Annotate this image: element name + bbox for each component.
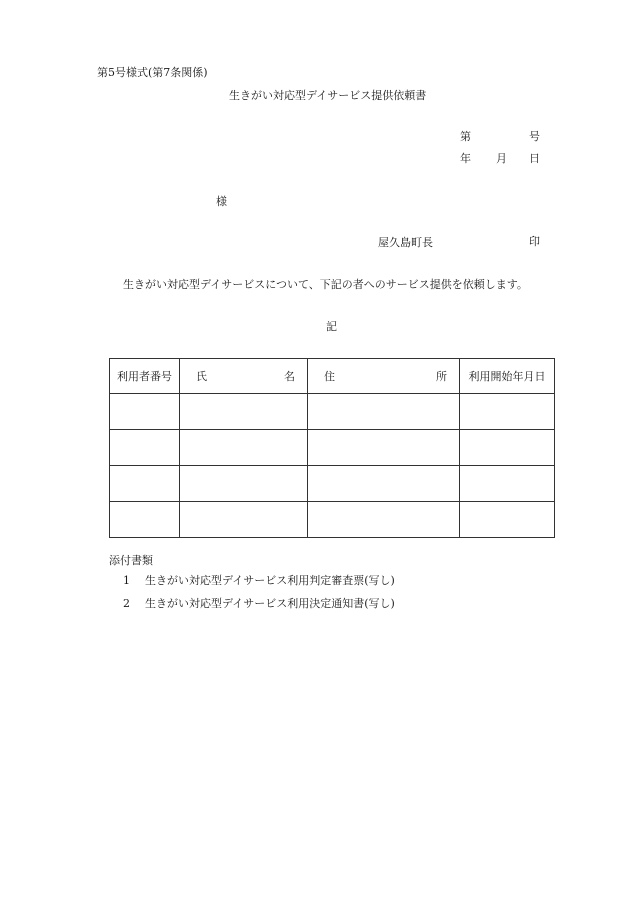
date-day-label: 日 [529, 152, 540, 165]
attachment-item [123, 575, 395, 586]
attachment-text: 生きがい対応型デイサービス利用判定審査票(写し) [145, 574, 395, 587]
recipients-table [109, 358, 555, 538]
cell-address[interactable] [308, 466, 460, 502]
document-title: 生きがい対応型デイサービス提供依頼書 [229, 89, 427, 102]
header-address [308, 359, 460, 394]
cell-name[interactable] [180, 430, 308, 466]
table-row [110, 502, 555, 538]
cell-user-number[interactable] [110, 502, 180, 538]
header-name [180, 359, 308, 394]
cell-user-number[interactable] [110, 466, 180, 502]
sender-name: 屋久島町長 [378, 236, 433, 249]
attachment-text: 生きがい対応型デイサービス利用決定通知書(写し) [145, 597, 395, 610]
table-header-row [110, 359, 555, 394]
request-text: 生きがい対応型デイサービスについて、下記の者へのサービス提供を依頼します。 [123, 278, 528, 291]
header-start-date [460, 359, 555, 394]
issue-number-suffix: 号 [529, 130, 540, 143]
header-address-second-char: 所 [436, 370, 447, 383]
table-row [110, 394, 555, 430]
ki-heading: 記 [326, 320, 337, 333]
attachments-heading: 添付書類 [109, 554, 153, 567]
attachment-item [123, 598, 395, 609]
cell-address[interactable] [308, 394, 460, 430]
table-row [110, 430, 555, 466]
table-row [110, 466, 555, 502]
cell-name[interactable] [180, 394, 308, 430]
date-month-label: 月 [496, 152, 507, 165]
cell-user-number[interactable] [110, 394, 180, 430]
seal-mark: 印 [529, 235, 540, 248]
cell-address[interactable] [308, 502, 460, 538]
header-user-number [110, 359, 180, 394]
cell-start-date[interactable] [460, 466, 555, 502]
header-name-first-char: 氏 [196, 370, 207, 383]
issue-number-label: 第 [460, 130, 471, 143]
attachment-number: 1 [123, 574, 130, 587]
cell-start-date[interactable] [460, 394, 555, 430]
header-user-number-label: 利用者番号 [117, 370, 172, 383]
cell-start-date[interactable] [460, 430, 555, 466]
attachment-number: 2 [123, 597, 130, 610]
addressee-honorific: 様 [216, 195, 227, 208]
header-start-date-label: 利用開始年月日 [468, 370, 546, 383]
header-name-second-char: 名 [284, 370, 295, 383]
cell-address[interactable] [308, 430, 460, 466]
date-year-label: 年 [460, 152, 471, 165]
cell-user-number[interactable] [110, 430, 180, 466]
cell-start-date[interactable] [460, 502, 555, 538]
form-number: 第5号様式(第7条関係) [97, 66, 208, 79]
cell-name[interactable] [180, 466, 308, 502]
cell-name[interactable] [180, 502, 308, 538]
header-address-first-char: 住 [324, 370, 335, 383]
